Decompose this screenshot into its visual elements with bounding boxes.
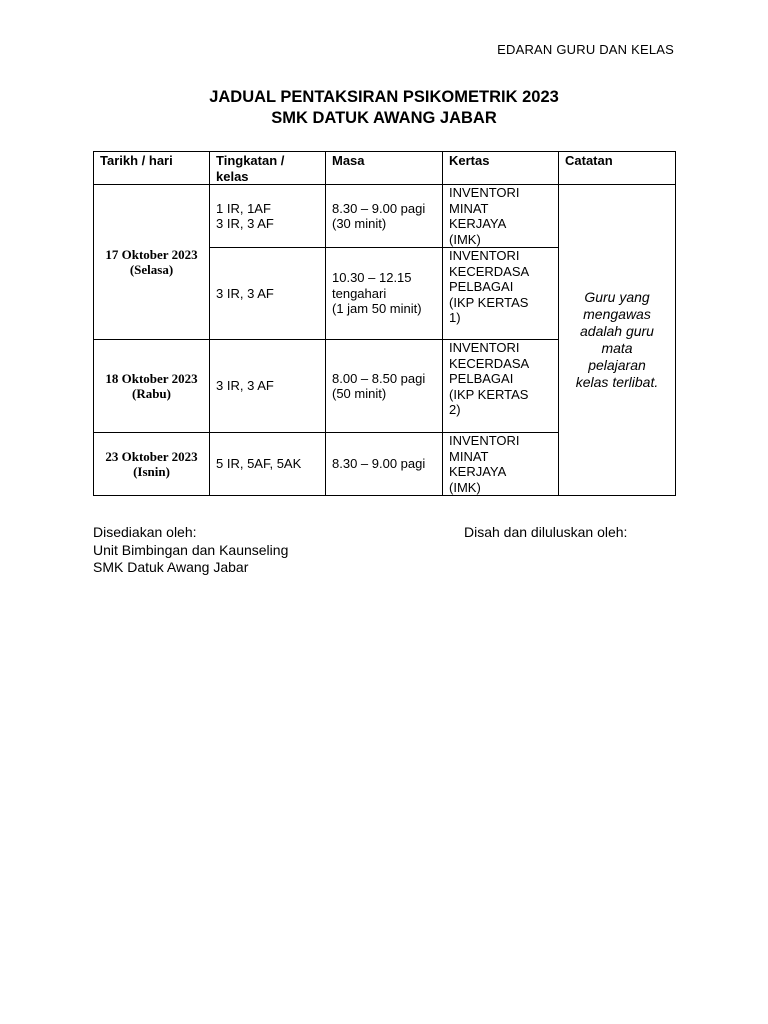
kertas-line: INVENTORI [449, 340, 520, 355]
day-text: (Rabu) [131, 386, 171, 401]
prepared-by-unit: Unit Bimbingan dan Kaunseling [93, 541, 289, 558]
header-tingkatan [210, 152, 326, 185]
header-tarikh: Tarikh / hari [94, 152, 210, 185]
catatan-line: adalah guru [580, 323, 654, 339]
school-name: SMK DATUK AWANG JABAR [271, 109, 497, 127]
kelas-line: 3 IR, 3 AF [216, 285, 274, 301]
kertas-line: PELBAGAI [449, 279, 514, 294]
kertas-line: (IKP KERTAS [449, 386, 529, 402]
kertas-line: KERJAYA [449, 216, 507, 231]
kertas-cell [443, 433, 559, 496]
masa-cell [326, 340, 443, 433]
date-text: 23 Oktober 2023 [105, 448, 198, 464]
kelas-line: 5 IR, 5AF, 5AK [216, 456, 302, 472]
kertas-line: KECERDASA [449, 263, 530, 279]
kertas-line: MINAT [449, 200, 489, 216]
page-title: JADUAL PENTAKSIRAN PSIKOMETRIK 2023 [209, 88, 559, 106]
kelas-line: 1 IR, 1AF [216, 200, 271, 216]
kelas-cell [210, 433, 326, 496]
kertas-line: (IMK) [449, 231, 481, 247]
masa-line: 8.30 – 9.00 pagi [332, 456, 426, 472]
masa-line: 10.30 – 12.15 [332, 270, 412, 286]
kertas-line: KERJAYA [449, 464, 507, 479]
kelas-cell [210, 340, 326, 433]
kertas-line: KECERDASA [449, 355, 530, 371]
catatan-line: pelajaran [588, 357, 646, 373]
kertas-line: INVENTORI [449, 248, 520, 263]
masa-line: (30 minit) [332, 216, 387, 231]
date-cell [94, 340, 210, 433]
date-text: 18 Oktober 2023 [105, 370, 198, 386]
header-note: EDARAN GURU DAN KELAS [497, 42, 674, 57]
schedule-table [93, 151, 676, 496]
day-text: (Isnin) [133, 464, 170, 479]
kelas-line: 3 IR, 3 AF [216, 216, 274, 231]
masa-cell [326, 433, 443, 496]
prepared-by-block [93, 524, 288, 577]
catatan-line: mata [601, 340, 633, 356]
kertas-cell [443, 248, 559, 340]
header-catatan: Catatan [559, 152, 676, 185]
catatan-line: kelas terlibat. [575, 374, 659, 390]
kertas-line: PELBAGAI [449, 371, 514, 386]
kelas-cell [210, 248, 326, 340]
table-row [94, 185, 676, 248]
table-header-row [94, 152, 676, 185]
kertas-cell [443, 340, 559, 433]
catatan-cell [559, 185, 676, 496]
kertas-line: 2) [449, 402, 461, 417]
date-text: 17 Oktober 2023 [105, 246, 198, 262]
approved-by-label: Disah dan diluluskan oleh: [464, 524, 628, 540]
masa-cell [326, 248, 443, 340]
masa-line: (1 jam 50 minit) [332, 301, 422, 317]
day-text: (Selasa) [129, 262, 174, 277]
kelas-cell [210, 185, 326, 248]
header-tingkatan-line2: kelas [216, 168, 249, 184]
masa-line: 8.30 – 9.00 pagi [332, 200, 426, 216]
header-masa: Masa [326, 152, 443, 185]
catatan-line: Guru yang [584, 289, 650, 305]
prepared-by-school: SMK Datuk Awang Jabar [93, 559, 249, 575]
kertas-line: INVENTORI [449, 433, 520, 448]
masa-cell [326, 185, 443, 248]
prepared-by-label: Disediakan oleh: [93, 524, 197, 540]
kertas-line: MINAT [449, 448, 489, 464]
masa-line: 8.00 – 8.50 pagi [332, 370, 426, 386]
kertas-line: 1) [449, 310, 461, 325]
header-tingkatan-line1: Tingkatan / [216, 153, 285, 168]
header-kertas: Kertas [443, 152, 559, 185]
masa-line: tengahari [332, 285, 387, 301]
kertas-cell [443, 185, 559, 248]
kelas-line: 3 IR, 3 AF [216, 378, 274, 394]
kertas-line: (IKP KERTAS [449, 294, 529, 310]
date-cell [94, 433, 210, 496]
kertas-line: INVENTORI [449, 185, 520, 200]
masa-line: (50 minit) [332, 386, 387, 401]
kertas-line: (IMK) [449, 479, 481, 495]
catatan-line: mengawas [583, 306, 651, 322]
date-cell [94, 185, 210, 340]
